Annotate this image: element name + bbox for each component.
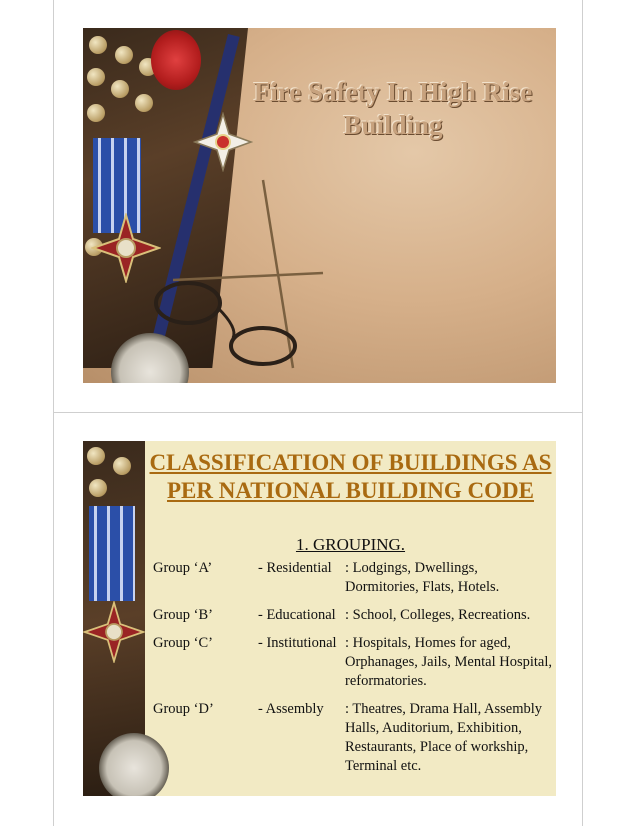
stud-decoration [87,104,105,122]
blue-medal-ribbon [89,506,135,601]
group-description: : Theatres, Drama Hall, Assembly Halls, Auditorium, Exhibition, Restaurants, Place of workship, Terminal etc. [345,701,543,774]
stud-decoration [135,94,153,112]
group-row [153,700,553,776]
stud-decoration [89,479,107,497]
group-description: : Hospitals, Homes for aged, Orphanages, Jails, Mental Hospital, reformatories. [345,635,552,689]
red-cross-medal-icon [83,601,145,663]
group-label: Group ‘B’ [153,607,214,623]
stud-decoration [87,447,105,465]
stud-decoration [113,457,131,475]
stud-decoration [89,36,107,54]
stud-decoration [115,46,133,64]
slide-title: Fire Safety In High Rise Building [253,77,533,140]
slide-title: CLASSIFICATION OF BUILDINGS AS PER NATIONAL BUILDING CODE [149,450,552,503]
section-subheading: 1. GROUPING. [295,535,406,554]
group-type: - Assembly [258,701,324,717]
group-type: - Educational [258,607,336,623]
group-row [153,606,553,625]
eyeglasses-icon [143,178,403,378]
group-row [153,634,553,691]
group-label: Group ‘A’ [153,560,213,576]
group-label: Group ‘D’ [153,701,214,717]
red-medal-ribbon [151,30,201,90]
slide-1 [83,28,556,383]
group-type: - Institutional [258,635,337,651]
group-type: - Residential [258,560,332,576]
slide-2 [83,441,556,796]
grouping-list [153,559,553,785]
group-description: : School, Colleges, Recreations. [345,607,531,623]
slide-divider [53,412,583,413]
group-label: Group ‘C’ [153,635,214,651]
stud-decoration [87,68,105,86]
group-row [153,559,553,597]
stud-decoration [111,80,129,98]
group-description: : Lodgings, Dwellings, Dormitories, Flats, Hotels. [345,560,500,595]
